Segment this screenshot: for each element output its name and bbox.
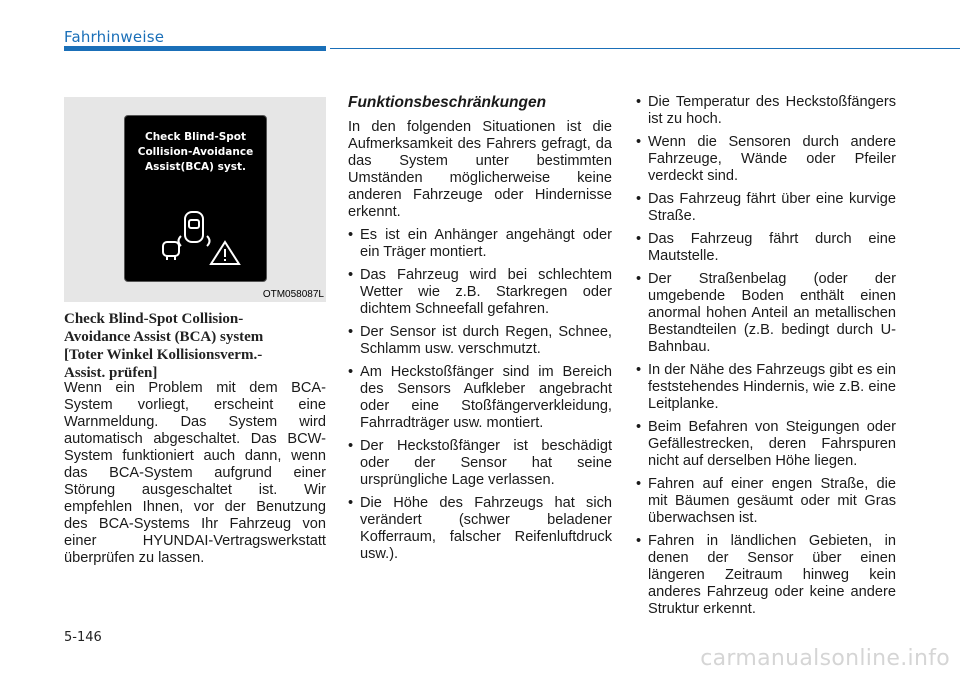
list-item: • Das Fahrzeug wird bei schlechtem Wetter wie z.B. Starkregen oder dichtem Schneefall gefahren.: [348, 267, 612, 318]
list-item: • Beim Befahren von Steigungen oder Gefällestrecken, deren Fahrspuren nicht auf derselben Höhe liegen.: [636, 419, 896, 470]
list-item: • Fahren auf einer engen Straße, die mit Bäumen gesäumt oder mit Gras überwachsen ist.: [636, 476, 896, 527]
header-rule-thin: [330, 48, 960, 49]
list-item: • Die Temperatur des Heckstoßfängers ist zu hoch.: [636, 94, 896, 128]
warning-triangle-icon: [211, 242, 239, 264]
car-radar-icon: [163, 212, 210, 260]
figure-code: OTM058087L: [262, 289, 324, 300]
section-title: Fahrhinweise: [64, 28, 165, 46]
list-item: • Die Höhe des Fahrzeugs hat sich verändert (schwer beladener Kofferraum, falscher Reifenluftdruck usw.).: [348, 495, 612, 563]
watermark: carmanualsonline.info: [700, 646, 950, 671]
limitations-list-1: [348, 227, 612, 563]
list-item: • Am Heckstoßfänger sind im Bereich des Sensors Aufkleber angebracht oder eine Stoßfängerverkleidung, Fahrradträger usw. montiert.: [348, 364, 612, 432]
right-column: [636, 94, 896, 624]
list-item: • Wenn die Sensoren durch andere Fahrzeuge, Wände oder Pfeiler verdeckt sind.: [636, 134, 896, 185]
page-number: 5-146: [64, 630, 102, 645]
left-body-text: Wenn ein Problem mit dem BCA-System vorliegt, erscheint eine Warnmeldung. Das System wird automatisch abgeschaltet. Das BCW-System funktioniert auch dann, wenn das BCA-System aufgrund einer Störung ausgeschaltet ist. Wir empfehlen Ihnen, vor der Benutzung des BCA-Systems Ihr Fahrzeug von einer HYUNDAI-Vertragswerkstatt überprüfen zu lassen.: [64, 380, 326, 566]
list-item: • Der Straßenbelag (oder der umgebende Boden enthält einen anormal hohen Anteil an metallischen Bestandteilen (z.B. bedingt durch U-Bahnbau.: [636, 271, 896, 356]
list-item: • Der Sensor ist durch Regen, Schnee, Schlamm usw. verschmutzt.: [348, 324, 612, 358]
limitations-list-2: [636, 94, 896, 618]
limitations-title: Funktionsbeschränkungen: [348, 94, 547, 111]
figure-panel: [64, 97, 326, 302]
header-rule-thick: [64, 46, 326, 51]
list-item: • In der Nähe des Fahrzeugs gibt es ein feststehendes Hindernis, wie z.B. eine Leitplanke.: [636, 362, 896, 413]
left-column: [64, 380, 326, 567]
section-heading: Check Blind-Spot Collision- Avoidance Assist (BCA) system [Toter Winkel Kollisionsverm.- Assist. prüfen]: [64, 311, 264, 381]
list-item: • Der Heckstoßfänger ist beschädigt oder der Sensor hat seine ursprüngliche Lage verlassen.: [348, 438, 612, 489]
list-item: • Das Fahrzeug fährt über eine kurvige Straße.: [636, 191, 896, 225]
cluster-display: [124, 115, 267, 282]
list-item: • Fahren in ländlichen Gebieten, in denen der Sensor über einen längeren Zeitraum hinweg kein anderes Fahrzeug oder keine andere Struktur erkennt.: [636, 533, 896, 618]
list-item: • Das Fahrzeug fährt durch eine Mautstelle.: [636, 231, 896, 265]
display-icons: [155, 208, 245, 268]
display-message: Check Blind-Spot Collision-Avoidance Assist(BCA) syst.: [137, 131, 254, 173]
middle-column: [348, 94, 612, 569]
limitations-intro: In den folgenden Situationen ist die Aufmerksamkeit des Fahrers gefragt, da das System unter bestimmten Umständen möglicherweise keine anderen Fahrzeuge oder Hindernisse erkennt.: [348, 119, 612, 220]
list-item: • Es ist ein Anhänger angehängt oder ein Träger montiert.: [348, 227, 612, 261]
